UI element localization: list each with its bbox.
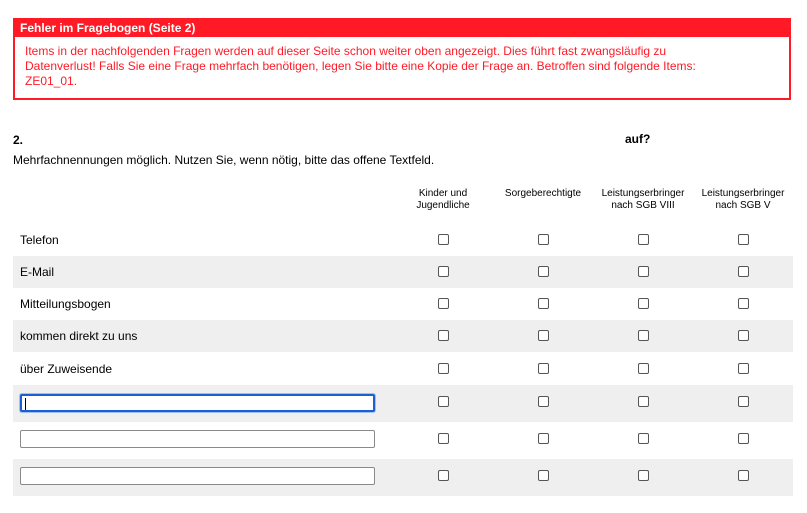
checkbox[interactable] (438, 330, 449, 341)
item-label: Telefon (20, 233, 59, 247)
checkbox[interactable] (638, 363, 649, 374)
checkbox[interactable] (638, 266, 649, 277)
column-header-sgb-viii: Leistungserbringer nach SGB VIII (601, 188, 685, 211)
question-number: 2. (13, 133, 24, 147)
item-row (13, 288, 793, 320)
open-text-input[interactable] (20, 430, 375, 448)
checkbox[interactable] (538, 470, 549, 481)
checkbox[interactable] (638, 234, 649, 245)
checkbox[interactable] (538, 330, 549, 341)
checkbox[interactable] (538, 363, 549, 374)
checkbox[interactable] (538, 433, 549, 444)
checkbox[interactable] (738, 266, 749, 277)
checkbox[interactable] (738, 470, 749, 481)
error-message: Items in der nachfolgenden Fragen werden auf dieser Seite schon weiter oben angezeigt. Dies führt fast zwangsläufig zu Datenverlust! Falls Sie eine Frage mehrfach benötigen, legen Sie bitte eine Kopie der Frage an. Betroffen sind folgende Items: ZE01_01. (25, 44, 696, 88)
checkbox[interactable] (638, 330, 649, 341)
open-item-row (13, 422, 793, 459)
text-caret (25, 398, 26, 410)
open-item-row (13, 459, 793, 496)
column-header-sgb-v: Leistungserbringer nach SGB V (701, 188, 785, 211)
item-label: über Zuweisende (20, 361, 113, 376)
checkbox[interactable] (738, 234, 749, 245)
item-label: Mitteilungsbogen (20, 297, 111, 311)
open-text-input[interactable] (20, 467, 375, 485)
question-title-tail: auf? (625, 132, 651, 146)
checkbox[interactable] (638, 298, 649, 309)
checkbox[interactable] (738, 298, 749, 309)
question-title (13, 131, 793, 147)
checkbox[interactable] (738, 396, 749, 407)
item-row (13, 320, 793, 352)
checkbox[interactable] (438, 298, 449, 309)
error-box (13, 18, 791, 100)
item-label: E-Mail (20, 265, 55, 279)
checkbox[interactable] (538, 396, 549, 407)
open-text-input[interactable] (20, 394, 375, 412)
error-title: Fehler im Fragebogen (Seite 2) (15, 20, 789, 37)
item-row (13, 352, 793, 385)
checkbox[interactable] (438, 363, 449, 374)
checkbox[interactable] (438, 433, 449, 444)
open-item-row (13, 385, 793, 422)
checkbox[interactable] (638, 433, 649, 444)
checkbox[interactable] (538, 234, 549, 245)
checkbox[interactable] (738, 330, 749, 341)
checkbox[interactable] (738, 433, 749, 444)
checkbox[interactable] (638, 470, 649, 481)
column-header-sorgeberechtigte: Sorgeberechtigte (504, 188, 582, 199)
checkbox[interactable] (538, 298, 549, 309)
checkbox[interactable] (438, 396, 449, 407)
column-header-kinder: Kinder und Jugendliche (416, 188, 470, 211)
checkbox[interactable] (438, 470, 449, 481)
item-row (13, 256, 793, 288)
item-row (13, 224, 793, 256)
checkbox[interactable] (738, 363, 749, 374)
checkbox[interactable] (438, 234, 449, 245)
item-label: kommen direkt zu uns (20, 329, 138, 343)
checkbox[interactable] (538, 266, 549, 277)
checkbox[interactable] (438, 266, 449, 277)
checkbox[interactable] (638, 396, 649, 407)
question-instruction: Mehrfachnennungen möglich. Nutzen Sie, wenn nötig, bitte das offene Textfeld. (13, 153, 435, 167)
